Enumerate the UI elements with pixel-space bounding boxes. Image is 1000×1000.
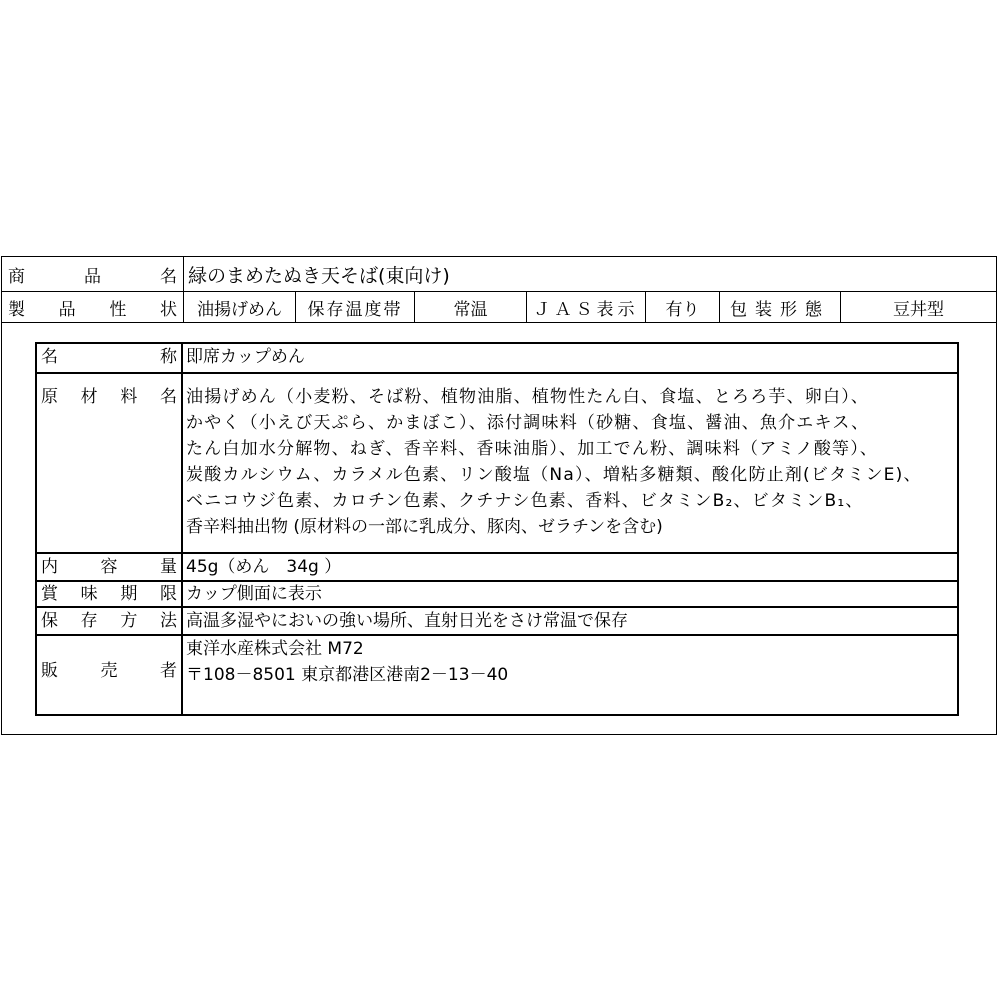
product-name-value: 緑のまめたぬき天そば(東向け) <box>183 257 996 291</box>
product-properties-label: 製 品 性 状 <box>8 299 177 320</box>
storage-row <box>37 608 957 636</box>
content-value: 45g（めん 34g ） <box>186 557 342 577</box>
ingredients-label: 原 材 料 名 <box>37 374 183 552</box>
content-label: 内 容 量 <box>37 554 183 580</box>
package-value: 豆丼型 <box>840 292 996 322</box>
category-row <box>37 344 957 374</box>
jas-label: ＪＡＳ表示 <box>526 292 645 322</box>
seller-line: 東洋水産株式会社 M72 <box>186 639 364 659</box>
ingredients-line: 油揚げめん（小麦粉、そば粉、植物油脂、植物性たん白、食塩、とろろ芋、卵白）、 <box>186 387 870 407</box>
category-label: 名 称 <box>37 344 183 372</box>
best-before-row <box>37 582 957 608</box>
best-before-label: 賞 味 期 限 <box>37 582 183 606</box>
storage-value: 高温多湿やにおいの強い場所、直射日光をさけ常温で保存 <box>186 611 628 631</box>
seller-value <box>183 636 957 714</box>
ingredients-row <box>37 374 957 554</box>
package-label: 包装形態 <box>719 292 840 322</box>
product-form-value: 油揚げめん <box>183 292 295 322</box>
seller-row <box>37 636 957 714</box>
product-properties-row <box>2 292 996 323</box>
best-before-value: カップ側面に表示 <box>186 584 322 604</box>
ingredients-value <box>183 374 957 552</box>
product-name-row <box>2 257 996 292</box>
seller-line: 〒108－8501 東京都港区港南2－13－40 <box>186 665 509 685</box>
storage-label: 保 存 方 法 <box>37 608 183 634</box>
ingredients-line: かやく（小えび天ぷら、かまぼこ）、添付調味料（砂糖、食塩、醤油、魚介エキス、 <box>186 413 870 433</box>
seller-label: 販 売 者 <box>37 636 183 714</box>
product-name-label: 商 品 名 <box>8 266 177 287</box>
storage-temp-label: 保存温度帯 <box>295 292 414 322</box>
jas-value: 有り <box>645 292 719 322</box>
ingredients-line: ベニコウジ色素、カロチン色素、クチナシ色素、香料、ビタミンB₂、ビタミンB₁、 <box>186 491 864 511</box>
category-value: 即席カップめん <box>186 347 305 367</box>
ingredients-line: 炭酸カルシウム、カラメル色素、リン酸塩（Na）、増粘多糖類、酸化防止剤(ビタミンE)、 <box>186 465 922 485</box>
ingredients-line: たん白加水分解物、ねぎ、香辛料、香味油脂）、加工でん粉、調味料（アミノ酸等）、 <box>186 439 879 459</box>
ingredients-line: 香辛料抽出物 (原材料の一部に乳成分、豚肉、ゼラチンを含む) <box>186 517 663 537</box>
food-label-box <box>35 342 959 716</box>
content-row <box>37 554 957 582</box>
storage-temp-value: 常温 <box>414 292 526 322</box>
